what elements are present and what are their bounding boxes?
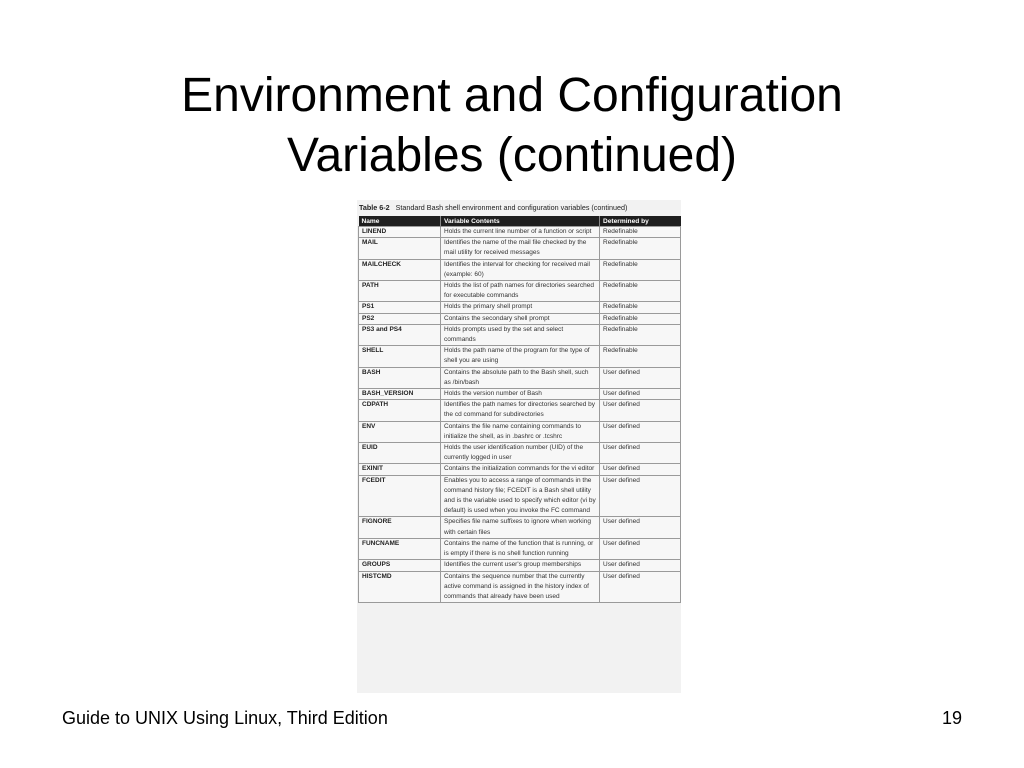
determined-by-cell: Redefinable: [600, 281, 681, 302]
determined-by-cell: Redefinable: [600, 238, 681, 259]
table-row: [359, 464, 681, 475]
column-header-determined-by: Determined by: [600, 216, 681, 227]
table-row: [359, 313, 681, 324]
variable-name-cell: FIGNORE: [359, 517, 441, 538]
variable-name-cell: MAILCHECK: [359, 259, 441, 280]
table-row: [359, 259, 681, 280]
column-header-name: Name: [359, 216, 441, 227]
variable-contents-cell: Holds the path name of the program for the type of shell you are using: [441, 346, 600, 367]
variable-contents-cell: Holds the user identification number (UID) of the currently logged in user: [441, 443, 600, 464]
footer-text: Guide to UNIX Using Linux, Third Edition: [62, 708, 388, 728]
determined-by-cell: Redefinable: [600, 227, 681, 238]
table-row: [359, 324, 681, 345]
variable-name-cell: BASH_VERSION: [359, 389, 441, 400]
variable-contents-cell: Contains the file name containing commands to initialize the shell, as in .bashrc or .tcshrc: [441, 421, 600, 442]
determined-by-cell: Redefinable: [600, 324, 681, 345]
table-row: [359, 400, 681, 421]
table-row: [359, 517, 681, 538]
table-row: [359, 560, 681, 571]
variable-contents-cell: Holds the primary shell prompt: [441, 302, 600, 313]
page-number: 19: [941, 708, 962, 728]
variable-contents-cell: Contains the sequence number that the currently active command is assigned in the history index of commands that already have been used: [441, 571, 600, 603]
table-row: [359, 346, 681, 367]
table-row: [359, 389, 681, 400]
variable-name-cell: MAIL: [359, 238, 441, 259]
variable-contents-cell: Identifies the name of the mail file checked by the mail utility for received messages: [441, 238, 600, 259]
table-row: [359, 475, 681, 517]
variable-name-cell: BASH: [359, 367, 441, 388]
table-row: [359, 238, 681, 259]
determined-by-cell: Redefinable: [600, 302, 681, 313]
variable-contents-cell: Contains the secondary shell prompt: [441, 313, 600, 324]
variable-name-cell: PS2: [359, 313, 441, 324]
determined-by-cell: User defined: [600, 421, 681, 442]
variable-name-cell: EUID: [359, 443, 441, 464]
column-header-variable-contents: Variable Contents: [441, 216, 600, 227]
table-row: [359, 227, 681, 238]
slide-title: [0, 66, 1024, 186]
table-caption: [359, 202, 681, 214]
variable-contents-cell: Identifies the interval for checking for received mail (example: 60): [441, 259, 600, 280]
variable-contents-cell: Holds the version number of Bash: [441, 389, 600, 400]
variable-contents-cell: Contains the name of the function that is running, or is empty if there is no shell function running: [441, 538, 600, 559]
variable-contents-cell: Holds prompts used by the set and select commands: [441, 324, 600, 345]
variable-name-cell: SHELL: [359, 346, 441, 367]
table-row: [359, 421, 681, 442]
variable-contents-cell: Identifies the path names for directories searched by the cd command for subdirectories: [441, 400, 600, 421]
variable-name-cell: GROUPS: [359, 560, 441, 571]
variable-contents-cell: Holds the current line number of a function or script: [441, 227, 600, 238]
variable-name-cell: EXINIT: [359, 464, 441, 475]
table-row: [359, 443, 681, 464]
determined-by-cell: User defined: [600, 443, 681, 464]
determined-by-cell: User defined: [600, 389, 681, 400]
table-row: [359, 571, 681, 603]
determined-by-cell: User defined: [600, 560, 681, 571]
table-body: [359, 227, 681, 603]
variable-contents-cell: Specifies file name suffixes to ignore when working with certain files: [441, 517, 600, 538]
table-row: [359, 302, 681, 313]
table-header-row: [359, 216, 681, 227]
table-caption-label: Table 6-2: [359, 203, 390, 212]
table-row: [359, 367, 681, 388]
determined-by-cell: User defined: [600, 538, 681, 559]
variable-name-cell: PS3 and PS4: [359, 324, 441, 345]
variable-contents-cell: Contains the absolute path to the Bash shell, such as /bin/bash: [441, 367, 600, 388]
determined-by-cell: User defined: [600, 475, 681, 517]
slide-title-line-1: Environment and Configuration: [181, 69, 843, 122]
table-row: [359, 538, 681, 559]
determined-by-cell: User defined: [600, 400, 681, 421]
variable-name-cell: CDPATH: [359, 400, 441, 421]
determined-by-cell: User defined: [600, 367, 681, 388]
determined-by-cell: User defined: [600, 464, 681, 475]
variable-name-cell: PS1: [359, 302, 441, 313]
variable-name-cell: FCEDIT: [359, 475, 441, 517]
variable-name-cell: LINEND: [359, 227, 441, 238]
variable-contents-cell: Holds the list of path names for directories searched for executable commands: [441, 281, 600, 302]
variables-table: [358, 216, 681, 603]
variable-name-cell: FUNCNAME: [359, 538, 441, 559]
variable-name-cell: HISTCMD: [359, 571, 441, 603]
determined-by-cell: User defined: [600, 517, 681, 538]
variable-name-cell: PATH: [359, 281, 441, 302]
table-figure: [357, 200, 681, 693]
table-row: [359, 281, 681, 302]
variable-contents-cell: Identifies the current user's group memberships: [441, 560, 600, 571]
determined-by-cell: Redefinable: [600, 346, 681, 367]
determined-by-cell: User defined: [600, 571, 681, 603]
variable-contents-cell: Enables you to access a range of commands in the command history file; FCEDIT is a Bash shell utility and is the variable used to specify which editor (vi by default) is used when you invoke the FC command: [441, 475, 600, 517]
table-caption-text: Standard Bash shell environment and configuration variables (continued): [395, 203, 628, 212]
variable-contents-cell: Contains the initialization commands for the vi editor: [441, 464, 600, 475]
determined-by-cell: Redefinable: [600, 259, 681, 280]
variable-name-cell: ENV: [359, 421, 441, 442]
slide-title-line-2: Variables (continued): [286, 129, 738, 182]
determined-by-cell: Redefinable: [600, 313, 681, 324]
